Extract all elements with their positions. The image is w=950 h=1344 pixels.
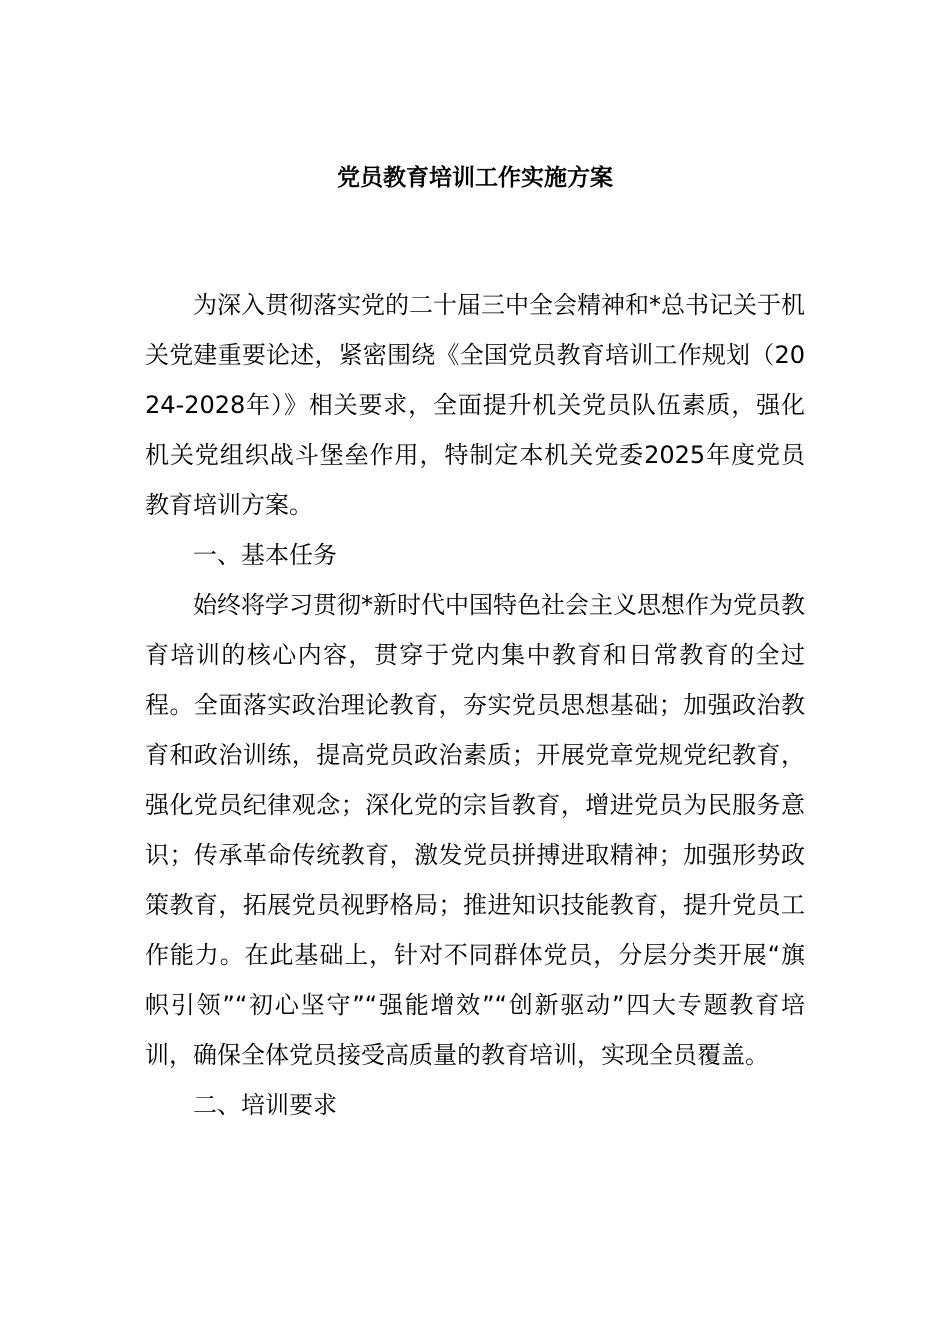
section-heading-basic-tasks: 一、基本任务 — [193, 541, 337, 569]
intro-paragraph: 为深入贯彻落实党的二十届三中全会精神和*总书记关于机关党建重要论述，紧密围绕《全国党员教育培训工作规划（2024-2028年）》相关要求，全面提升机关党员队伍素质，强化机关党组织战斗堡垒作用，特制定本机关党委2025年度党员教育培训方案。 — [145, 291, 805, 519]
document-body — [145, 280, 805, 1130]
document-title: 党员教育培训工作实施方案 — [337, 165, 613, 191]
basic-tasks-paragraph: 始终将学习贯彻*新时代中国特色社会主义思想作为党员教育培训的核心内容，贯穿于党内集中教育和日常教育的全过程。全面落实政治理论教育，夯实党员思想基础；加强政治教育和政治训练，提高党员政治素质；开展党章党规党纪教育，强化党员纪律观念；深化党的宗旨教育，增进党员为民服务意识；传承革命传统教育，激发党员拼搏进取精神；加强形势政策教育，拓展党员视野格局；推进知识技能教育，提升党员工作能力。在此基础上，针对不同群体党员，分层分类开展“旗帜引领”“初心坚守”“强能增效”“创新驱动”四大专题教育培训，确保全体党员接受高质量的教育培训，实现全员覆盖。 — [145, 591, 805, 1069]
section-heading-training-requirements: 二、培训要求 — [193, 1091, 337, 1119]
